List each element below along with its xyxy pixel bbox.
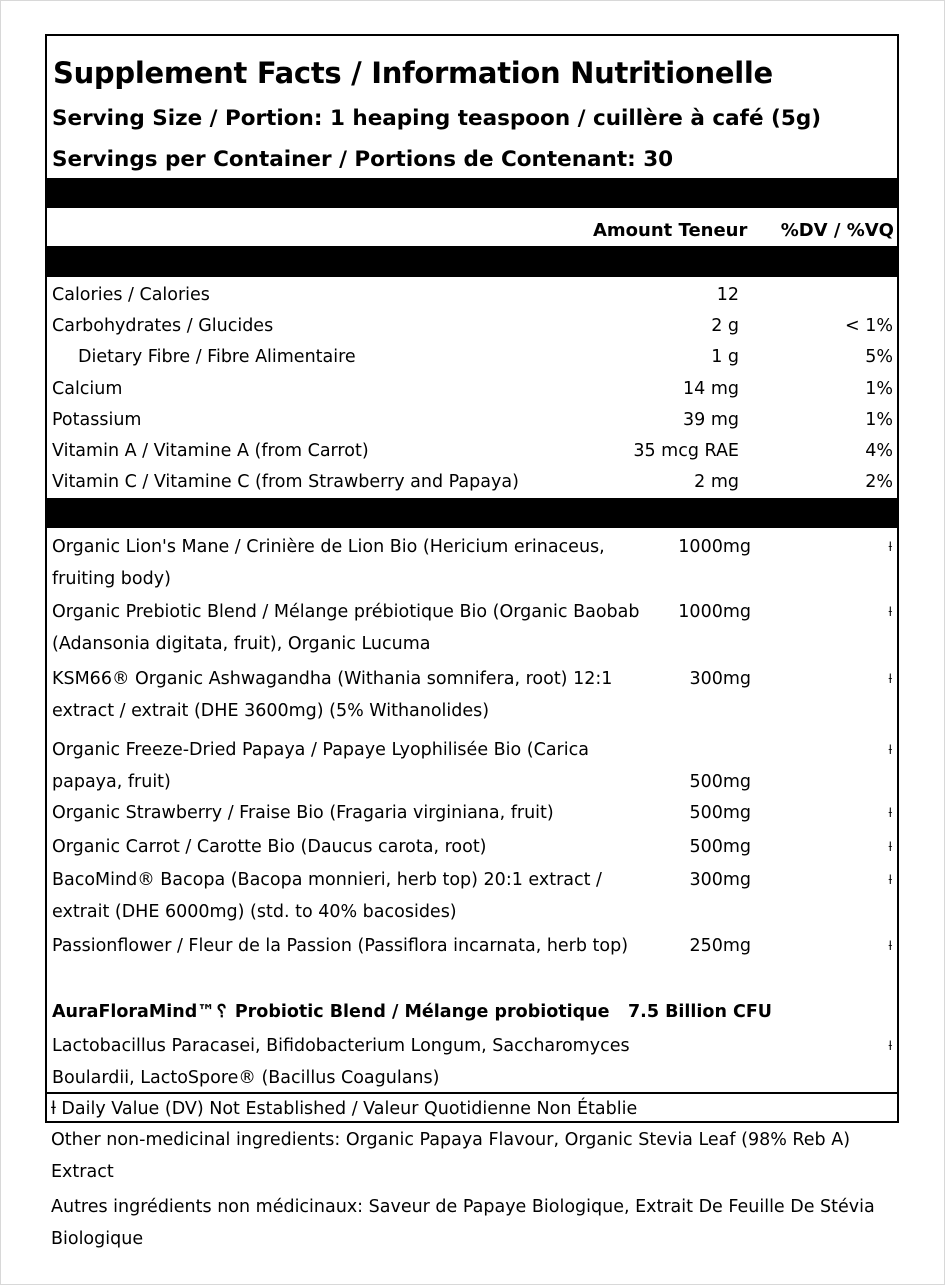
- ingredient-label: Organic Strawberry / Fraise Bio (Fragaria virginiana, fruit): [52, 803, 554, 823]
- nutrient-amount: 12: [716, 285, 739, 305]
- panel-title: Supplement Facts / Information Nutritionelle: [53, 56, 773, 90]
- ingredient-amount: 1000mg: [678, 537, 751, 557]
- nutrient-amount: 39 mg: [683, 410, 739, 430]
- nutrient-dv: 1%: [865, 410, 893, 430]
- dagger-mark: ƚ: [888, 806, 892, 820]
- ingredient-row: [47, 531, 897, 595]
- nutrient-label: Potassium: [52, 410, 142, 430]
- dagger-mark: ƚ: [888, 672, 892, 686]
- other-ingredients-french: Autres ingrédients non médicinaux: Saveur de Papaye Biologique, Extrait De Feuille De Stévia Biologique: [51, 1197, 875, 1249]
- ingredient-label: BacoMind® Bacopa (Bacopa monnieri, herb top) 20:1 extract / extrait (DHE 6000mg) (std. to 40% bacosides): [52, 870, 602, 922]
- ingredient-amount: 500mg: [689, 837, 751, 857]
- ingredient-amount: 1000mg: [678, 602, 751, 622]
- nutrient-dv: 4%: [865, 441, 893, 461]
- probiotic-blend-amount: 7.5 Billion CFU: [628, 1002, 773, 1022]
- ingredient-amount: 300mg: [689, 870, 751, 890]
- nutrient-label: Carbohydrates / Glucides: [52, 316, 274, 336]
- other-ingredients-english: Other non-medicinal ingredients: Organic Papaya Flavour, Organic Stevia Leaf (98% Reb A) Extract: [51, 1130, 851, 1182]
- ingredient-label: Passionflower / Fleur de la Passion (Passiflora incarnata, herb top): [52, 936, 629, 956]
- supplement-facts-panel: [45, 34, 899, 1123]
- nutrient-dv: 2%: [865, 472, 893, 492]
- ingredient-amount: 300mg: [689, 669, 751, 689]
- nutrient-amount: 2 g: [711, 316, 739, 336]
- nutrient-row: [47, 467, 897, 498]
- ingredient-amount: 500mg: [689, 772, 751, 792]
- dagger-mark: ƚ: [888, 743, 892, 757]
- ingredient-label: Organic Carrot / Carotte Bio (Daucus carota, root): [52, 837, 487, 857]
- probiotic-blend-label: AuraFloraMind™␦ Probiotic Blend / Mélange probiotique: [52, 1002, 610, 1022]
- dagger-mark: ƚ: [888, 605, 892, 619]
- ingredient-label: Organic Lion's Mane / Crinière de Lion Bio (Hericium erinaceus, fruiting body): [52, 537, 605, 589]
- ingredient-label: Organic Prebiotic Blend / Mélange prébiotique Bio (Organic Baobab (Adansonia digitata, fruit), Organic Lucuma: [52, 602, 640, 654]
- nutrient-label: Vitamin A / Vitamine A (from Carrot): [52, 441, 369, 461]
- thick-divider-1: [47, 178, 897, 208]
- dv-column-header: %DV / %VQ: [780, 220, 894, 241]
- nutrient-label: Dietary Fibre / Fibre Alimentaire: [78, 347, 356, 367]
- nutrient-row: [47, 342, 897, 373]
- nutrient-dv: < 1%: [845, 316, 893, 336]
- nutrient-label: Vitamin C / Vitamine C (from Strawberry and Papaya): [52, 472, 519, 492]
- nutrient-label: Calories / Calories: [52, 285, 210, 305]
- ingredient-label: Organic Freeze-Dried Papaya / Papaye Lyophilisée Bio (Carica papaya, fruit): [52, 740, 589, 792]
- thick-divider-2: [47, 246, 897, 277]
- amount-column-header: Amount Teneur: [593, 220, 748, 241]
- ingredient-row: [47, 596, 897, 660]
- dagger-mark: ƚ: [888, 873, 892, 887]
- nutrient-amount: 14 mg: [683, 379, 739, 399]
- nutrient-row: [47, 436, 897, 467]
- dv-footnote: ƚ Daily Value (DV) Not Established / Valeur Quotidienne Non Établie: [51, 1099, 638, 1119]
- nutrient-amount: 2 mg: [694, 472, 739, 492]
- nutrient-label: Calcium: [52, 379, 123, 399]
- ingredient-row: [47, 663, 897, 727]
- nutrient-row: [47, 405, 897, 436]
- ingredient-row: [47, 864, 897, 928]
- dagger-mark: ƚ: [888, 1039, 892, 1053]
- probiotic-strains: Lactobacillus Paracasei, Bifidobacterium Longum, Saccharomyces Boulardii, LactoSpore® (Bacillus Coagulans): [52, 1036, 630, 1088]
- nutrient-dv: 1%: [865, 379, 893, 399]
- ingredient-row: [47, 797, 897, 829]
- nutrient-row: [47, 374, 897, 405]
- nutrient-dv: 5%: [865, 347, 893, 367]
- ingredient-row: [47, 930, 897, 994]
- nutrient-amount: 1 g: [711, 347, 739, 367]
- ingredient-row: [47, 831, 897, 863]
- ingredient-row: [47, 734, 897, 798]
- thick-divider-3: [47, 498, 897, 528]
- nutrient-amount: 35 mcg RAE: [633, 441, 739, 461]
- ingredient-amount: 250mg: [689, 936, 751, 956]
- ingredient-amount: 500mg: [689, 803, 751, 823]
- servings-per-container: Servings per Container / Portions de Contenant: 30: [52, 147, 674, 172]
- dagger-mark: ƚ: [888, 540, 892, 554]
- ingredient-label: KSM66® Organic Ashwagandha (Withania somnifera, root) 12:1 extract / extrait (DHE 3600mg) (5% Withanolides): [52, 669, 613, 721]
- nutrient-row: [47, 280, 897, 311]
- dagger-mark: ƚ: [888, 840, 892, 854]
- probiotic-strains-row: [47, 1030, 897, 1094]
- nutrient-row: [47, 311, 897, 342]
- dagger-mark: ƚ: [888, 939, 892, 953]
- serving-size: Serving Size / Portion: 1 heaping teaspoon / cuillère à café (5g): [52, 106, 822, 131]
